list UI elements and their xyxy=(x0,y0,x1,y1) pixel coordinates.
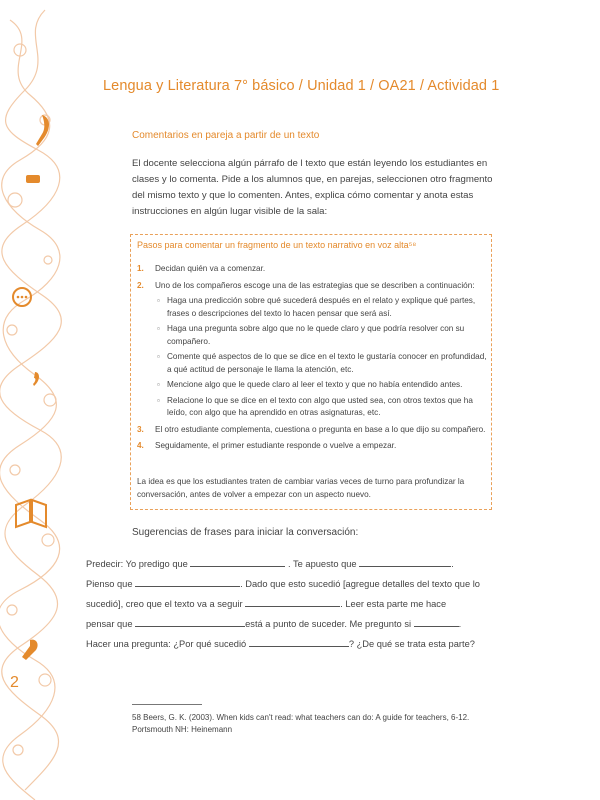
page-number: 2 xyxy=(10,674,19,691)
blank-field[interactable] xyxy=(414,617,459,627)
step-item xyxy=(137,424,487,437)
footnote xyxy=(132,712,502,736)
phrase-text: Hacer una pregunta: ¿Por qué sucedió xyxy=(86,639,247,649)
ink-icon xyxy=(26,175,40,183)
strategy-item: ▫ Mencione algo que le quede claro al leer el texto y que no había entendido antes. xyxy=(155,379,487,392)
phrase-text: sucedió], creo que el texto va a seguir xyxy=(86,599,243,609)
open-book-icon xyxy=(16,500,46,527)
quill-icon xyxy=(36,115,49,146)
instructions-note: La idea es que los estudiantes traten de cambiar varias veces de turno para profundizar la conversación, antes de volver a empezar con un aspecto nuevo. xyxy=(137,477,465,499)
steps-list xyxy=(137,263,487,457)
section-subtitle: Comentarios en pareja a partir de un texto xyxy=(132,130,320,141)
step-text: Decidan quién va a comenzar. xyxy=(155,264,266,273)
phrase-text: . Dado que esto sucedió [agregue detalles del texto que lo xyxy=(240,579,480,589)
step-number: 4. xyxy=(137,441,144,450)
phrase-text: pensar que xyxy=(86,619,133,629)
footnote-divider xyxy=(132,704,202,705)
phrase-line-wonder xyxy=(86,617,461,629)
phrase-text: . xyxy=(451,559,454,569)
blank-field[interactable] xyxy=(135,617,245,627)
phrase-text: Pienso que xyxy=(86,579,133,589)
blank-field[interactable] xyxy=(135,577,240,587)
blank-field[interactable] xyxy=(245,597,340,607)
step-text: Seguidamente, el primer estudiante responde o vuelve a empezar. xyxy=(155,441,397,450)
footnote-publisher: Portsmouth NH: Heinemann xyxy=(132,725,233,734)
step-number: 1. xyxy=(137,264,144,273)
instructions-title: Pasos para comentar un fragmento de un texto narrativo en voz alta⁵⁸ xyxy=(137,240,417,250)
step-text: El otro estudiante complementa, cuestiona o pregunta en base a lo que dijo su compañero. xyxy=(155,424,486,434)
blank-field[interactable] xyxy=(359,557,451,567)
step-number: 2. xyxy=(137,280,144,290)
step-text: Uno de los compañeros escoge una de las estrategias que se describen a continuación: xyxy=(155,280,475,290)
phrase-text: . Leer esta parte me hace xyxy=(340,599,447,609)
phrase-text: ? ¿De qué se trata esta parte? xyxy=(348,639,475,649)
phrase-line-question xyxy=(86,637,475,649)
phrase-text: está a punto de suceder. Me pregunto si xyxy=(245,619,412,629)
strategy-item: ▫ Comente qué aspectos de lo que se dice en el texto le gustaría conocer en profundidad, a qué actitud de personaje le llama la atención, etc. xyxy=(155,351,487,376)
phrase-text: . Te apuesto que xyxy=(288,559,357,569)
footnote-citation: 58 Beers, G. K. (2003). When kids can't read: what teachers can do: A guide for teachers, 6-12. xyxy=(132,713,470,722)
phrase-text: . xyxy=(458,619,462,629)
strategy-item: ▫ Relacione lo que se dice en el texto con algo que usted sea, con otros textos que ha leído, con algo que ha aprendido en otras asignaturas, etc. xyxy=(155,395,487,420)
suggestions-title: Sugerencias de frases para iniciar la conversación: xyxy=(132,527,359,538)
blank-field[interactable] xyxy=(190,557,285,567)
step-item xyxy=(137,440,487,453)
step-number: 3. xyxy=(137,424,144,434)
phrase-text: Predecir: Yo predigo que xyxy=(86,559,188,569)
phrase-line-think xyxy=(86,577,480,589)
strategy-item: ▫ Haga una predicción sobre qué sucederá después en el relato y explique qué partes, frases o descripciones del texto lo hacen pensar que será así. xyxy=(155,295,487,320)
page-title: Lengua y Literatura 7° básico / Unidad 1 / OA21 / Actividad 1 xyxy=(103,78,500,94)
blank-field[interactable] xyxy=(249,637,349,647)
step-item xyxy=(137,280,487,420)
strategy-item: ▫ Haga una pregunta sobre algo que no le quede claro y que podría resolver con su compañero. xyxy=(155,323,487,348)
instructions-box xyxy=(130,234,492,510)
intro-paragraph: El docente selecciona algún párrafo de l texto que están leyendo los estudiantes en clases y lo comenta. Pide a los alumnos que, en parejas, seleccionen otro fragmento del mismo texto y que lo comenten. Antes, explica cómo comentar y anota estas instrucciones en algún lugar visible de la sala: xyxy=(132,158,493,217)
phrase-line-continue xyxy=(86,597,446,609)
step-item xyxy=(137,263,487,276)
phrase-line-predict xyxy=(86,557,454,569)
